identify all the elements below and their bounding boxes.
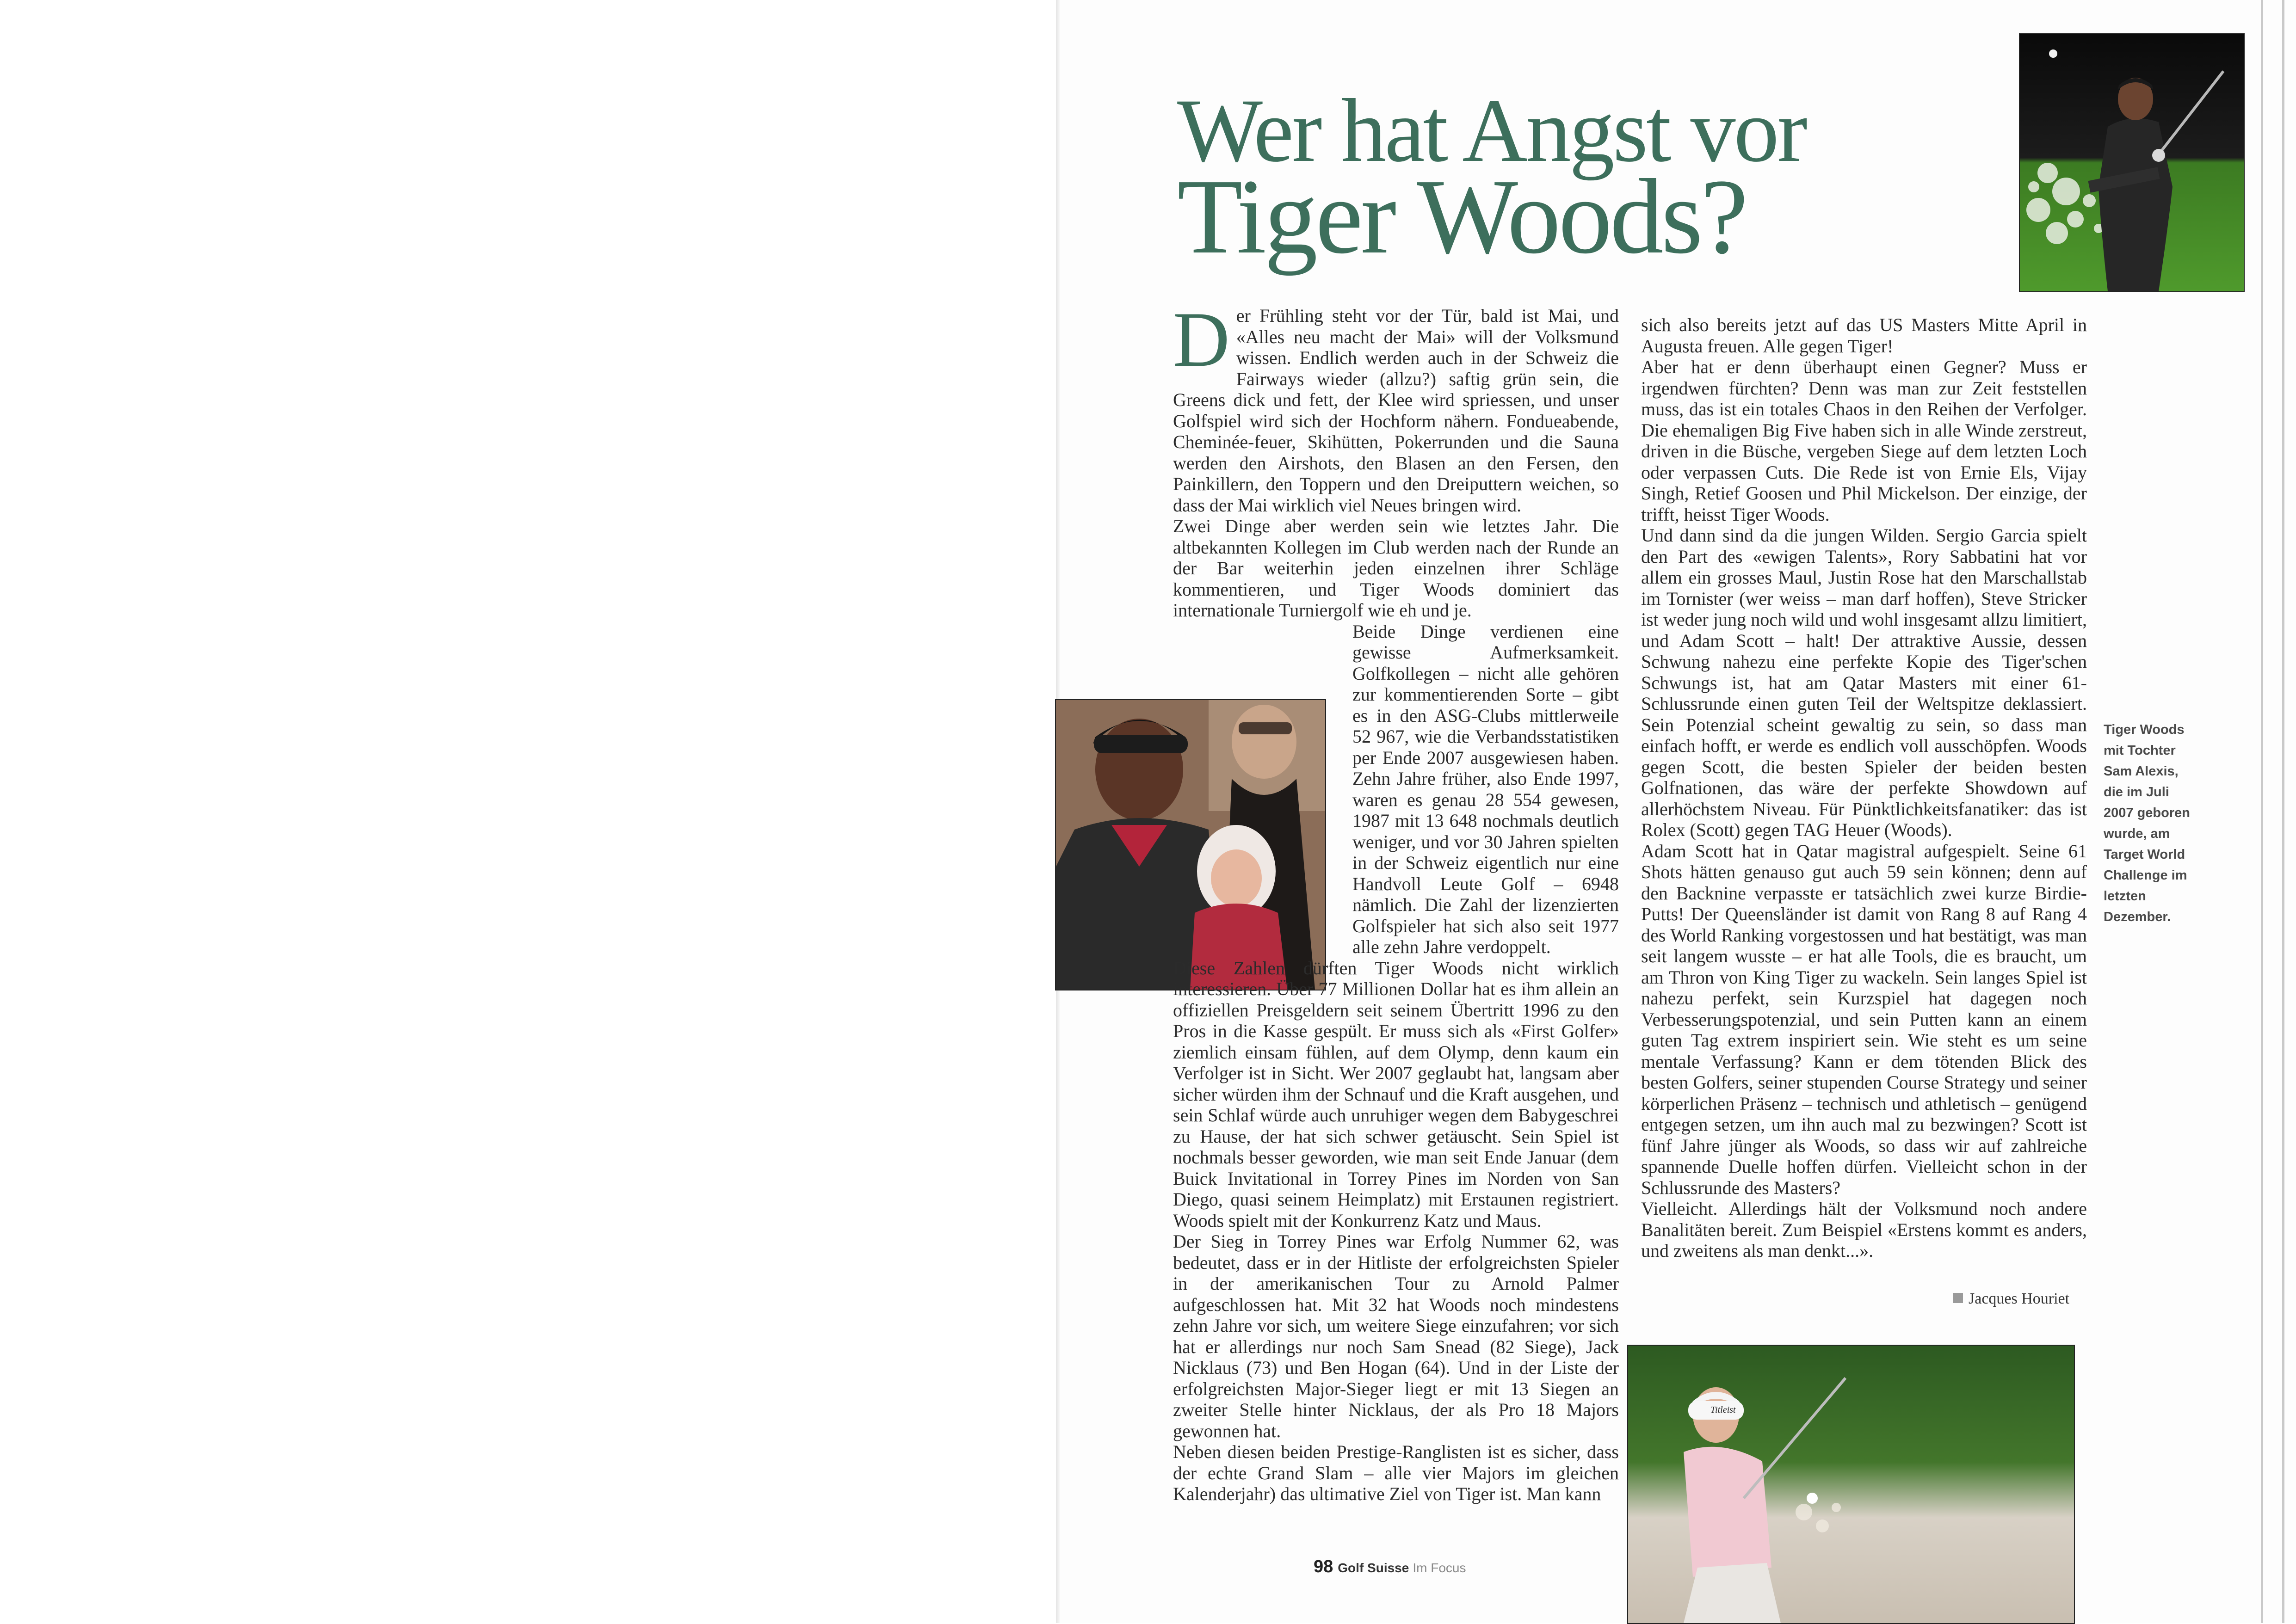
page-number: 98 xyxy=(1314,1557,1333,1576)
drop-cap: D xyxy=(1173,296,1230,383)
author-square-icon xyxy=(1953,1293,1963,1303)
photo-adam-scott-bunker-shot xyxy=(1627,1345,2075,1624)
author-name: Jacques Houriet xyxy=(1969,1290,2070,1307)
paragraph-2: Zwei Dinge aber werden sein wie letztes Jahr. Die altbekannten Kollegen im Club werden nach der Runde an der Bar weiterhin jeden einzelnen ihrer Schläge kommentieren, und Tiger Woods dominiert das internationale Turniergolf wie eh und je. xyxy=(1173,516,1619,621)
page-edge-2 xyxy=(2282,0,2284,1623)
section-name: Im Focus xyxy=(1413,1561,1466,1575)
paragraph-3: Beide Dinge verdienen eine gewisse Aufmerksamkeit. Golfkollegen – nicht alle gehören zur kommentierenden Sorte – gibt es in den ASG-Clubs mittlerweile 52 967, wie die Verbandsstatistiken per Ende 2007 ausgewiesen haben. Zehn Jahre früher, also Ende 1997, waren es genau 28 554 gewesen, 1987 mit 13 648 nochmals deutlich weniger, und vor 30 Jahren spielten in der Schweiz eigentlich nur eine Handvoll Leute Golf – 6948 nämlich. Die Zahl der lizenzierten Golfspieler hat sich also seit 1977 alle zehn Jahre verdoppelt. xyxy=(1352,621,1619,957)
paragraph-4: Diese Zahlen dürften Tiger Woods nicht wirklich interessieren. Über 77 Millionen Dollar hat es ihm allein an offiziellen Preisgeldern seit seinem Übertritt 1996 zu den Pros in die Kasse gespült. Er muss sich als «First Golfer» ziemlich einsam fühlen, auf dem Olymp, denn kaum ein Verfolger ist in Sicht. Wer 2007 geglaubt hat, langsam aber sicher würden ihm der Schnauf und die Kraft ausgehen, und sein Schlaf würde auch unruhiger wegen dem Babygeschrei zu Hause, der hat sich schwer getäuscht. Sein Spiel ist nochmals besser geworden, wie man seit Ende Januar (dem Buick Invitational in Torrey Pines im Norden von San Diego, quasi seinem Heimplatz) mit Erstaunen registriert. Woods spielt mit der Konkurrenz Katz und Maus. xyxy=(1173,957,1619,1231)
magazine-name: Golf Suisse xyxy=(1338,1561,1409,1575)
page-edge-1 xyxy=(2261,0,2263,1623)
photo-tiger-bunker-shot-graphic xyxy=(2020,34,2244,291)
paragraph-5: Der Sieg in Torrey Pines war Erfolg Nummer 62, was bedeutet, dass er in der Hitliste der erfolgreichsten Spieler in der amerikanischen Tour zu Arnold Palmer aufgeschlossen hat. Mit 32 hat Woods noch mindestens zehn Jahre vor sich, um weitere Siege einzufahren; vor sich hat er allerdings nur noch Sam Snead (82 Siege), Jack Nicklaus (73) und Ben Hogan (64). Und in der Liste der erfolgreichsten Major-Sieger liegt er mit 13 Siegen an zweiter Stelle hinter Nicklaus, der als Pro 18 Majors gewonnen hat. xyxy=(1173,1231,1619,1441)
paragraph-6: Neben diesen beiden Prestige-Ranglisten ist es sicher, dass der echte Grand Slam – alle vier Majors im gleichen Kalenderjahr) das ultimative Ziel von Tiger ist. Man kann xyxy=(1173,1441,1619,1504)
page-footer xyxy=(1314,1557,1466,1577)
photo-caption: Tiger Woods mit Tochter Sam Alexis, die im Juli 2007 geboren wurde, am Target World Challenge im letzten Dezember. xyxy=(2104,722,2190,924)
cap-logo-text: Titleist xyxy=(1710,1405,1736,1415)
paragraph-intro-text: er Frühling steht vor der Tür, bald ist Mai, und «Alles neu macht der Mai» will der Volksmund wissen. Endlich werden auch in der Schweiz die Fairways wieder (allzu?) saftig grün sein, die Greens dick und fett, der Klee wird spriessen, und unser Golfspiel wird sich der Hochform nähern. Fondueabende, Cheminée-feuer, Skihütten, Pokerrunden und die Sauna werden den Airshots, den Blasen an den Fersen, den Painkillern, den Toppern und den Dreiputtern weichen, so dass der Mai wirklich viel Neues bringen wird. xyxy=(1173,305,1619,516)
paragraph-10: Adam Scott hat in Qatar magistral aufgespielt. Seine 61 Shots hätten genauso gut auch 59 sein können; denn auf den Backnine verpasste er tatsächlich zwei kurze Birdie-Putts! Der Queensländer ist damit von Rang 8 auf Rang 4 des World Ranking vorgestossen und hat bestätigt, was man seit langem wusste – er hat alle Tools, die es braucht, um am Thron von King Tiger zu wackeln. Sein langes Spiel ist nahezu perfekt, sein Kurzspiel hat dagegen noch Verbesserungspotenzial, und sein Putten kann an einem guten Tag extrem inspiriert sein. Wie steht es um seine mentale Verfassung? Kann er dem tötenden Blick des besten Golfers, seiner stupenden Course Strategy und seiner körperlichen Präsenz – technisch und athletisch – genügend entgegen setzen, um ihn auch mal zu bezwingen? Scott ist fünf Jahre jünger als Woods, so dass wir auf zahlreiche spannende Duelle hoffen dürfen. Vielleicht schon in der Schlussrunde des Masters? xyxy=(1641,840,2087,1198)
paragraph-9: Und dann sind da die jungen Wilden. Sergio Garcia spielt den Part des «ewigen Talents», Rory Sabbatini hat vor allem ein grosses Maul, Justin Rose hat den Marschallstab im Tornister (wer weiss – man darf hoffen), Steve Stricker ist weder jung noch wild und wohl insgesamt allzu limitiert, und Adam Scott – halt! Der attraktive Aussie, dessen Schwung nahezu eine perfekte Kopie des Tiger'schen Schwungs ist, hat am Qatar Masters mit einer 61-Schlussrunde einen guten Teil der Weltspitze deklassiert. Sein Potenzial scheint gewaltig zu sein, so dass man einfach hofft, er werde es endlich voll ausschöpfen. Woods gegen Scott, die besten Spieler der beiden besten Golfnationen, das wäre der perfekte Showdown auf allerhöchstem Niveau. Für Pünktlichkeitsfanatiker: das ist Rolex (Scott) gegen TAG Heuer (Woods). xyxy=(1641,525,2087,840)
article-column-1 xyxy=(1173,296,1619,1505)
paragraph-7: sich also bereits jetzt auf das US Masters Mitte April in Augusta freuen. Alle gegen Tiger! xyxy=(1641,314,2087,357)
paragraph-intro xyxy=(1173,296,1619,516)
photo-adam-scott-bunker-shot-graphic xyxy=(1628,1346,2074,1623)
blank-left-page xyxy=(0,0,1056,1623)
paragraph-11: Vielleicht. Allerdings hält der Volksmund noch andere Banalitäten bereit. Zum Beispiel «Erstens kommt es anders, und zweitens als man denkt...». xyxy=(1641,1198,2087,1261)
article-title-line-1: Wer hat Angst vor xyxy=(1177,80,1806,181)
paragraph-8: Aber hat er denn überhaupt einen Gegner? Muss er irgendwen fürchten? Denn was man zur Zeit feststellen muss, das ist ein totales Chaos in den Reihen der Verfolger. Die ehemaligen Big Five haben sich in alle Winde zerstreut, driven in die Büsche, vergeben Siege auf dem letzten Loch oder verpassen Cuts. Die Rede ist von Ernie Els, Vijay Singh, Retief Goosen und Phil Mickelson. Der einzige, der trifft, heisst Tiger Woods. xyxy=(1641,357,2087,525)
photo-tiger-bunker-shot xyxy=(2019,33,2245,292)
image-wrap-spacer xyxy=(1173,612,1352,946)
article-title-line-2: Tiger Woods? xyxy=(1177,157,1746,276)
author-byline xyxy=(1953,1290,2069,1308)
article-column-2 xyxy=(1641,314,2087,1261)
